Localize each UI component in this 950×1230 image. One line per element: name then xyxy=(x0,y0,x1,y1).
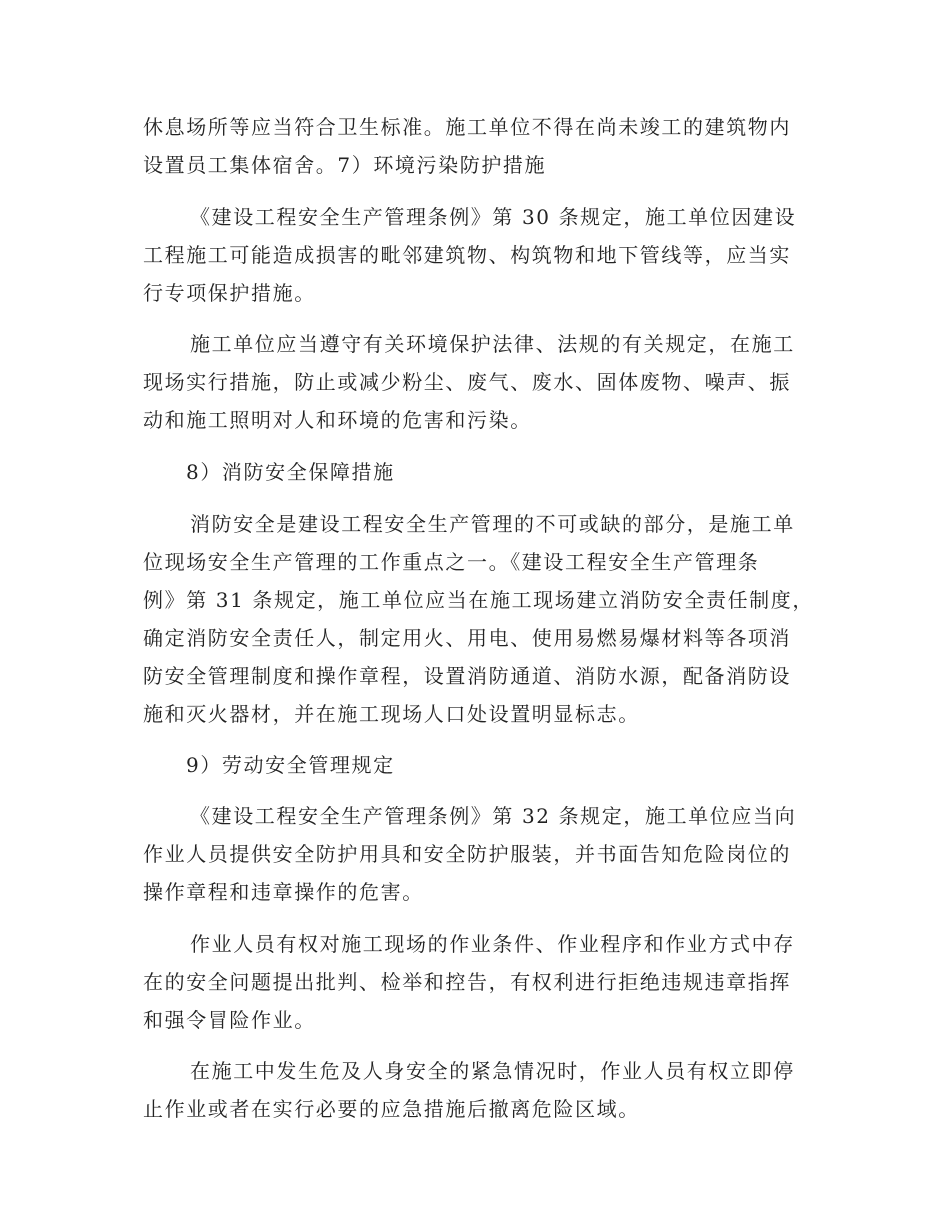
section-heading: 8）消防安全保障措施 xyxy=(186,460,395,484)
paragraph-start-line: 消防安全是建设工程安全生产管理的不可或缺的部分，是施工单 xyxy=(190,512,795,536)
text-line: 操作章程和违章操作的危害。 xyxy=(143,880,424,904)
text-line: 和强令冒险作业。 xyxy=(143,1008,316,1032)
text-line: 确定消防安全责任人，制定用火、用电、使用易燃易爆材料等各项消 xyxy=(143,626,791,650)
text-line: 设置员工集体宿舍。7）环境污染防护措施 xyxy=(143,153,547,177)
paragraph-start-line: 施工单位应当遵守有关环境保护法律、法规的有关规定，在施工 xyxy=(190,332,795,356)
paragraph-start-line: 《建设工程安全生产管理条例》第 32 条规定，施工单位应当向 xyxy=(190,804,797,828)
text-line: 动和施工照明对人和环境的危害和污染。 xyxy=(143,408,532,432)
text-line: 工程施工可能造成损害的毗邻建筑物、构筑物和地下管线等，应当实 xyxy=(143,243,791,267)
text-line: 例》第 31 条规定，施工单位应当在施工现场建立消防安全责任制度， xyxy=(143,588,814,612)
paragraph-start-line: 在施工中发生危及人身安全的紧急情况时，作业人员有权立即停 xyxy=(190,1059,795,1083)
paragraph-start-line: 作业人员有权对施工现场的作业条件、作业程序和作业方式中存 xyxy=(190,932,795,956)
section-heading: 9）劳动安全管理规定 xyxy=(186,753,395,777)
text-line: 作业人员提供安全防护用具和安全防护服装，并书面告知危险岗位的 xyxy=(143,842,791,866)
text-line: 休息场所等应当符合卫生标准。施工单位不得在尚未竣工的建筑物内 xyxy=(143,115,791,139)
paragraph-start-line: 《建设工程安全生产管理条例》第 30 条规定，施工单位因建设 xyxy=(190,205,797,229)
text-line: 止作业或者在实行必要的应急措施后撤离危险区域。 xyxy=(143,1097,640,1121)
text-line: 在的安全问题提出批判、检举和控告，有权利进行拒绝违规违章指挥 xyxy=(143,970,791,994)
text-line: 位现场安全生产管理的工作重点之一。《建设工程安全生产管理条 xyxy=(143,550,760,574)
text-line: 行专项保护措施。 xyxy=(143,281,316,305)
text-line: 现场实行措施，防止或减少粉尘、废气、废水、固体废物、噪声、振 xyxy=(143,370,791,394)
text-line: 施和灭火器材，并在施工现场人口处设置明显标志。 xyxy=(143,702,640,726)
text-line: 防安全管理制度和操作章程，设置消防通道、消防水源，配备消防设 xyxy=(143,664,791,688)
